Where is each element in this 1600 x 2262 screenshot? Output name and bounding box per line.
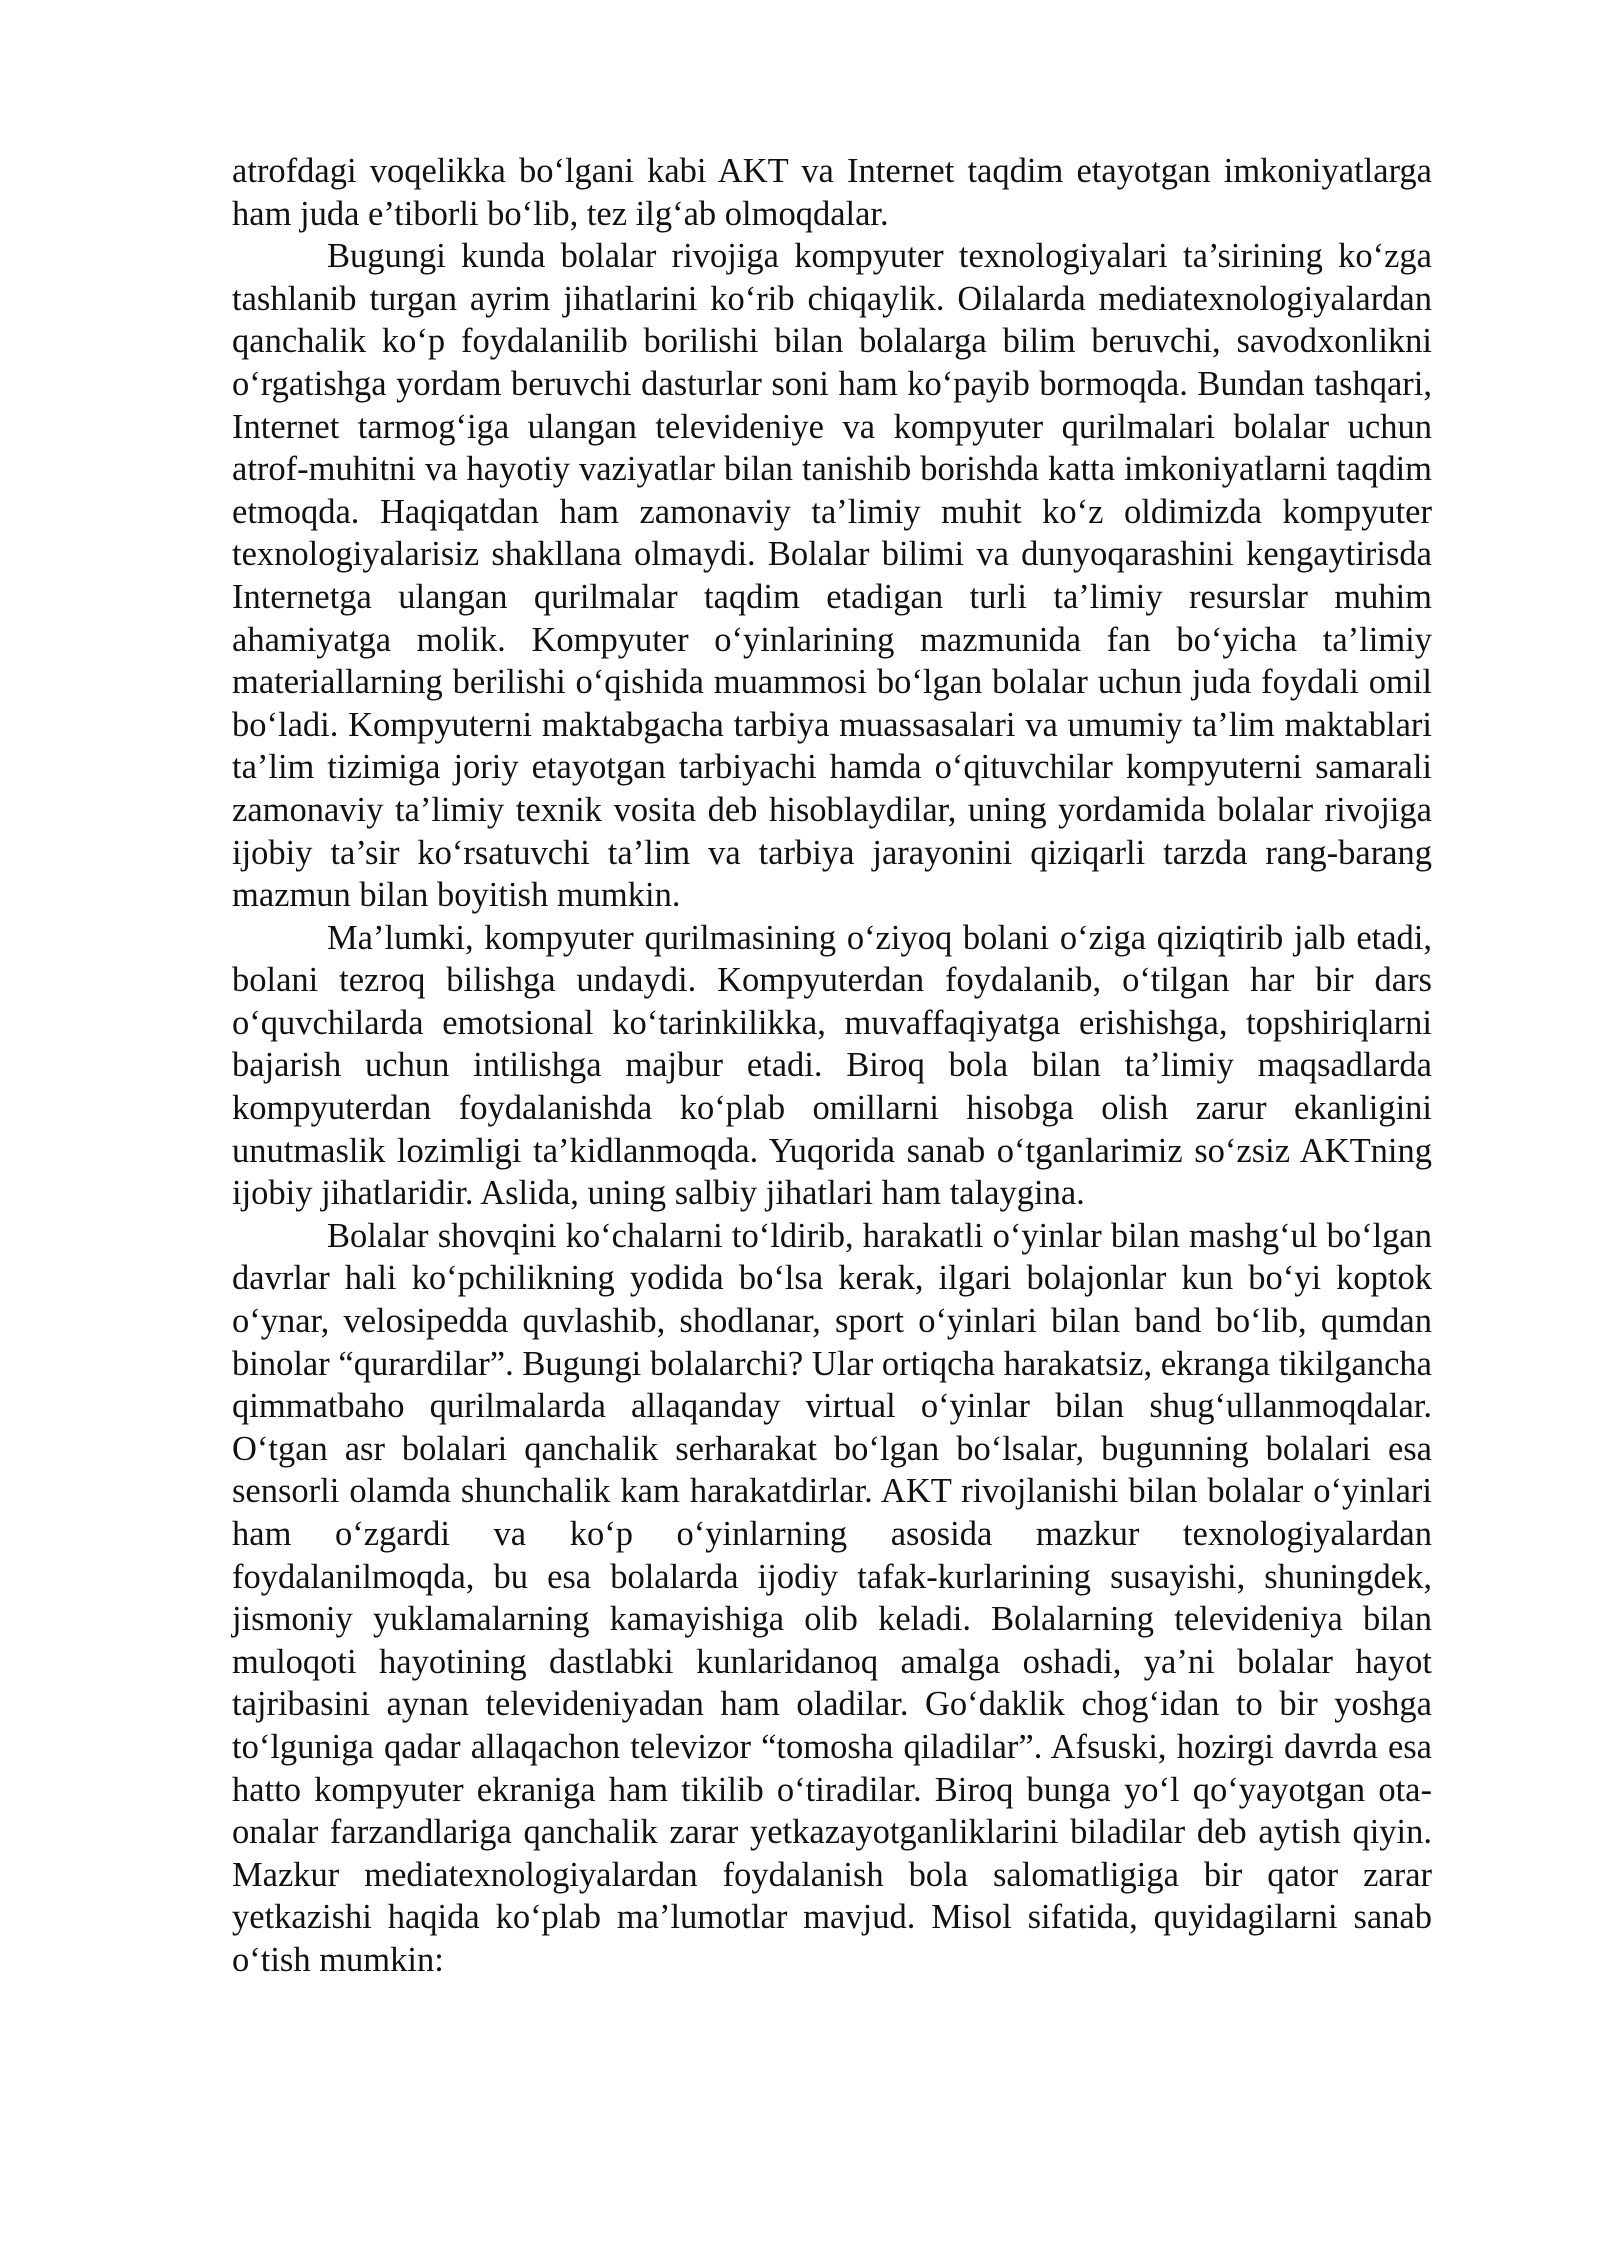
paragraph: Ma’lumki, kompyuter qurilmasining o‘ziyoq bolani o‘ziga qiziqtirib jalb etadi, bolani tezroq bilishga undaydi. Kompyuterdan foydalanib, o‘tilgan har bir dars o‘quvchilarda emotsional ko‘tarinkilikka, muvaffaqiyatga erishishga, topshiriqlarni bajarish uchun intilishga majbur etadi. Biroq bola bilan ta’limiy maqsadlarda kompyuterdan foydalanishda ko‘plab omillarni hisobga olish zarur ekanligini unutmaslik lozimligi ta’kidlanmoqda. Yuqorida sanab o‘tganlarimiz so‘zsiz AKTning ijobiy jihatlaridir. Aslida, uning salbiy jihatlari ham talaygina. xyxy=(232,918,1432,1213)
paragraph: Bugungi kunda bolalar rivojiga kompyuter texnologiyalari ta’sirining ko‘zga tashlanib turgan ayrim jihatlarini ko‘rib chiqaylik. Oilalarda mediatexnologiyalardan qanchalik ko‘p foydalanilib borilishi bilan bolalarga bilim beruvchi, savodxonlikni o‘rgatishga yordam beruvchi dasturlar soni ham ko‘payib bormoqda. Bundan tashqari, Internet tarmog‘iga ulangan televideniye va kompyuter qurilmalari bolalar uchun atrof-muhitni va hayotiy vaziyatlar bilan tanishib borishda katta imkoniyatlarni taqdim etmoqda. Haqiqatdan ham zamonaviy ta’limiy muhit ko‘z oldimizda kompyuter texnologiyalarisiz shakllana olmaydi. Bolalar bilimi va dunyoqarashini kengaytirisda Internetga ulangan qurilmalar taqdim etadigan turli ta’limiy resurslar muhim ahamiyatga molik. Kompyuter o‘yinlarining mazmunida fan bo‘yicha ta’limiy materiallarning berilishi o‘qishida muammosi bo‘lgan bolalar uchun juda foydali omil bo‘ladi. Kompyuterni maktabgacha tarbiya muassasalari va umumiy ta’lim maktablari ta’lim tizimiga joriy etayotgan tarbiyachi hamda o‘qituvchilar kompyuterni samarali zamonaviy ta’limiy texnik vosita deb hisoblaydilar, uning yordamida bolalar rivojiga ijobiy ta’sir ko‘rsatuvchi ta’lim va tarbiya jarayonini qiziqarli tarzda rang-barang mazmun bilan boyitish mumkin. xyxy=(232,237,1432,915)
body-text xyxy=(232,150,1432,1982)
paragraph: Bolalar shovqini ko‘chalarni to‘ldirib, harakatli o‘yinlar bilan mashg‘ul bo‘lgan davrlar hali ko‘pchilikning yodida bo‘lsa kerak, ilgari bolajonlar kun bo‘yi koptok o‘ynar, velosipedda quvlashib, shodlanar, sport o‘yinlari bilan band bo‘lib, qumdan binolar “qurardilar”. Bugungi bolalarchi? Ular ortiqcha harakatsiz, ekranga tikilgancha qimmatbaho qurilmalarda allaqanday virtual o‘yinlar bilan shug‘ullanmoqdalar. O‘tgan asr bolalari qanchalik serharakat bo‘lgan bo‘lsalar, bugunning bolalari esa sensorli olamda shunchalik kam harakatdirlar. AKT rivojlanishi bilan bolalar o‘yinlari ham o‘zgardi va ko‘p o‘yinlarning asosida mazkur texnologiyalardan foydalanilmoqda, bu esa bolalarda ijodiy tafak-kurlarining susayishi, shuningdek, jismoniy yuklamalarning kamayishiga olib keladi. Bolalarning televideniya bilan muloqoti hayotining dastlabki kunlaridanoq amalga oshadi, ya’ni bolalar hayot tajribasini aynan televideniyadan ham oladilar. Go‘daklik chog‘idan to bir yoshga to‘lguniga qadar allaqachon televizor “tomosha qiladilar”. Afsuski, hozirgi davrda esa hatto kompyuter ekraniga ham tikilib o‘tiradilar. Biroq bunga yo‘l qo‘yayotgan ota-onalar farzandlariga qanchalik zarar yetkazayotganliklarini biladilar deb aytish qiyin. Mazkur mediatexnologiyalardan foydalanish bola salomatligiga bir qator zarar yetkazishi haqida ko‘plab ma’lumotlar mavjud. Misol sifatida, quyidagilarni sanab o‘tish mumkin: xyxy=(232,1216,1432,1979)
paragraph-continuation: atrofdagi voqelikka bo‘lgani kabi AKT va Internet taqdim etayotgan imkoniyatlarga ham juda e’tiborli bo‘lib, tez ilg‘ab olmoqdalar. xyxy=(232,152,1432,233)
